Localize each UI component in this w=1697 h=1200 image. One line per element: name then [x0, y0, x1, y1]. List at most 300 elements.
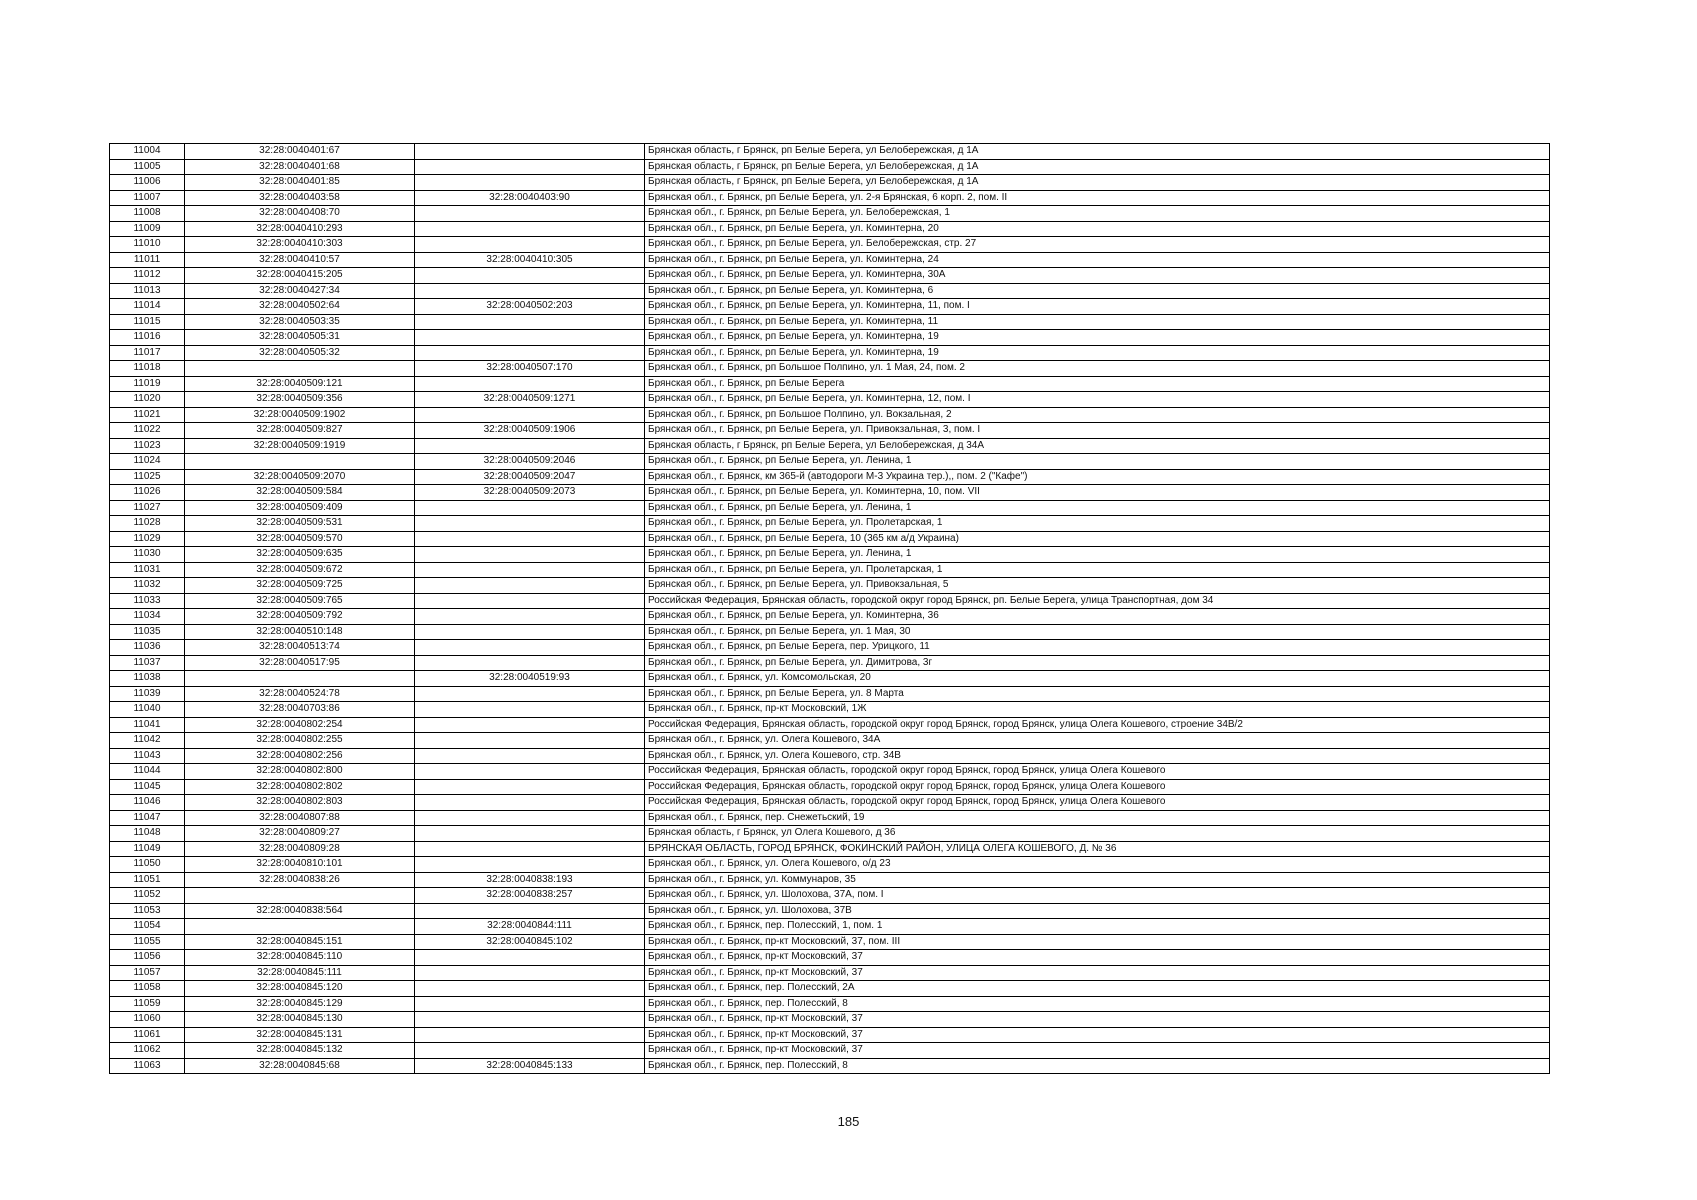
related-cadastral-number-cell: [415, 748, 645, 764]
related-cadastral-number-cell: 32:28:0040519:93: [415, 671, 645, 687]
cadastral-number-cell: 32:28:0040509:635: [185, 547, 415, 563]
related-cadastral-number-cell: [415, 578, 645, 594]
related-cadastral-number-cell: [415, 547, 645, 563]
table-row: [110, 1043, 1550, 1059]
cadastral-number-cell: [185, 888, 415, 904]
related-cadastral-number-cell: [415, 640, 645, 656]
table-row: [110, 578, 1550, 594]
related-cadastral-number-cell: [415, 221, 645, 237]
related-cadastral-number-cell: 32:28:0040845:133: [415, 1058, 645, 1074]
cadastral-number-cell: 32:28:0040509:1919: [185, 438, 415, 454]
address-cell: Брянская обл., г. Брянск, пр-кт Московский, 37: [645, 950, 1550, 966]
table-row: [110, 221, 1550, 237]
table-row: [110, 702, 1550, 718]
related-cadastral-number-cell: [415, 314, 645, 330]
cadastral-number-cell: 32:28:0040403:58: [185, 190, 415, 206]
table-row: [110, 469, 1550, 485]
cadastral-number-cell: 32:28:0040410:293: [185, 221, 415, 237]
table-row: [110, 361, 1550, 377]
row-number-cell: 11041: [110, 717, 185, 733]
address-cell: Брянская обл., г. Брянск, рп Белые Берега, пер. Урицкого, 11: [645, 640, 1550, 656]
related-cadastral-number-cell: 32:28:0040844:111: [415, 919, 645, 935]
row-number-cell: 11039: [110, 686, 185, 702]
related-cadastral-number-cell: [415, 268, 645, 284]
table-row: [110, 268, 1550, 284]
table-row: [110, 299, 1550, 315]
related-cadastral-number-cell: [415, 903, 645, 919]
address-cell: Брянская обл., г. Брянск, пр-кт Московский, 37: [645, 965, 1550, 981]
cadastral-number-cell: 32:28:0040509:672: [185, 562, 415, 578]
related-cadastral-number-cell: [415, 283, 645, 299]
registry-table-body: [110, 144, 1550, 1074]
cadastral-number-cell: 32:28:0040838:26: [185, 872, 415, 888]
table-row: [110, 144, 1550, 160]
related-cadastral-number-cell: [415, 857, 645, 873]
row-number-cell: 11013: [110, 283, 185, 299]
table-row: [110, 609, 1550, 625]
address-cell: Брянская обл., г. Брянск, рп Белые Берега, ул. Коминтерна, 10, пом. VII: [645, 485, 1550, 501]
related-cadastral-number-cell: [415, 206, 645, 222]
related-cadastral-number-cell: [415, 950, 645, 966]
row-number-cell: 11046: [110, 795, 185, 811]
row-number-cell: 11038: [110, 671, 185, 687]
table-row: [110, 640, 1550, 656]
table-row: [110, 330, 1550, 346]
address-cell: Брянская обл., г. Брянск, рп Белые Берега, ул. Белобережская, стр. 27: [645, 237, 1550, 253]
row-number-cell: 11014: [110, 299, 185, 315]
related-cadastral-number-cell: [415, 996, 645, 1012]
address-cell: Брянская обл., г. Брянск, рп Белые Берега, ул. Коминтерна, 30А: [645, 268, 1550, 284]
address-cell: Брянская обл., г. Брянск, рп Белые Берега, ул. Пролетарская, 1: [645, 516, 1550, 532]
table-row: [110, 454, 1550, 470]
row-number-cell: 11028: [110, 516, 185, 532]
address-cell: Брянская обл., г. Брянск, ул. Шолохова, 37В: [645, 903, 1550, 919]
cadastral-number-cell: 32:28:0040807:88: [185, 810, 415, 826]
cadastral-number-cell: 32:28:0040802:255: [185, 733, 415, 749]
table-row: [110, 345, 1550, 361]
related-cadastral-number-cell: [415, 686, 645, 702]
table-row: [110, 1058, 1550, 1074]
address-cell: Брянская обл., г. Брянск, рп Белые Берега, ул. Коминтерна, 11, пом. I: [645, 299, 1550, 315]
related-cadastral-number-cell: 32:28:0040838:257: [415, 888, 645, 904]
address-cell: Брянская обл., г. Брянск, рп Белые Берега, 10 (365 км а/д Украина): [645, 531, 1550, 547]
row-number-cell: 11063: [110, 1058, 185, 1074]
address-cell: Брянская обл., г. Брянск, рп Белые Берега, ул. Белобережская, 1: [645, 206, 1550, 222]
address-cell: Брянская обл., г. Брянск, пр-кт Московский, 1Ж: [645, 702, 1550, 718]
related-cadastral-number-cell: 32:28:0040502:203: [415, 299, 645, 315]
address-cell: Брянская обл., г. Брянск, ул. Шолохова, 37А, пом. I: [645, 888, 1550, 904]
registry-sheet: [109, 143, 1550, 1074]
row-number-cell: 11057: [110, 965, 185, 981]
address-cell: Брянская обл., г. Брянск, рп Белые Берега, ул. Коминтерна, 11: [645, 314, 1550, 330]
cadastral-number-cell: 32:28:0040845:132: [185, 1043, 415, 1059]
cadastral-number-cell: 32:28:0040401:67: [185, 144, 415, 160]
row-number-cell: 11033: [110, 593, 185, 609]
row-number-cell: 11055: [110, 934, 185, 950]
row-number-cell: 11008: [110, 206, 185, 222]
table-row: [110, 159, 1550, 175]
row-number-cell: 11056: [110, 950, 185, 966]
cadastral-number-cell: 32:28:0040427:34: [185, 283, 415, 299]
address-cell: Брянская обл., г. Брянск, рп Белые Берега, ул. Коминтерна, 6: [645, 283, 1550, 299]
cadastral-number-cell: 32:28:0040845:129: [185, 996, 415, 1012]
cadastral-number-cell: 32:28:0040410:303: [185, 237, 415, 253]
row-number-cell: 11022: [110, 423, 185, 439]
table-row: [110, 252, 1550, 268]
table-row: [110, 826, 1550, 842]
related-cadastral-number-cell: [415, 717, 645, 733]
related-cadastral-number-cell: [415, 733, 645, 749]
row-number-cell: 11052: [110, 888, 185, 904]
registry-table: [109, 143, 1550, 1074]
related-cadastral-number-cell: [415, 810, 645, 826]
cadastral-number-cell: 32:28:0040845:120: [185, 981, 415, 997]
cadastral-number-cell: 32:28:0040509:121: [185, 376, 415, 392]
table-row: [110, 1027, 1550, 1043]
cadastral-number-cell: [185, 361, 415, 377]
table-row: [110, 779, 1550, 795]
row-number-cell: 11040: [110, 702, 185, 718]
address-cell: Брянская обл., г. Брянск, рп Белые Берега: [645, 376, 1550, 392]
cadastral-number-cell: 32:28:0040509:725: [185, 578, 415, 594]
cadastral-number-cell: 32:28:0040845:130: [185, 1012, 415, 1028]
cadastral-number-cell: 32:28:0040524:78: [185, 686, 415, 702]
cadastral-number-cell: 32:28:0040845:111: [185, 965, 415, 981]
address-cell: Брянская обл., г. Брянск, пр-кт Московский, 37: [645, 1043, 1550, 1059]
row-number-cell: 11049: [110, 841, 185, 857]
address-cell: Брянская обл., г. Брянск, рп Большое Полпино, ул. Вокзальная, 2: [645, 407, 1550, 423]
table-row: [110, 934, 1550, 950]
table-row: [110, 175, 1550, 191]
table-row: [110, 314, 1550, 330]
cadastral-number-cell: 32:28:0040838:564: [185, 903, 415, 919]
table-row: [110, 531, 1550, 547]
related-cadastral-number-cell: [415, 500, 645, 516]
row-number-cell: 11048: [110, 826, 185, 842]
address-cell: Брянская область, г Брянск, рп Белые Берега, ул Белобережская, д 1А: [645, 175, 1550, 191]
row-number-cell: 11045: [110, 779, 185, 795]
cadastral-number-cell: 32:28:0040509:584: [185, 485, 415, 501]
row-number-cell: 11032: [110, 578, 185, 594]
cadastral-number-cell: [185, 671, 415, 687]
related-cadastral-number-cell: 32:28:0040509:2073: [415, 485, 645, 501]
cadastral-number-cell: 32:28:0040802:254: [185, 717, 415, 733]
row-number-cell: 11009: [110, 221, 185, 237]
address-cell: Брянская обл., г. Брянск, км 365-й (автодороги М-3 Украина тер.),, пом. 2 ("Кафе"): [645, 469, 1550, 485]
row-number-cell: 11025: [110, 469, 185, 485]
row-number-cell: 11031: [110, 562, 185, 578]
related-cadastral-number-cell: [415, 593, 645, 609]
row-number-cell: 11023: [110, 438, 185, 454]
address-cell: Брянская обл., г. Брянск, рп Белые Берега, ул. 2-я Брянская, 6 корп. 2, пом. II: [645, 190, 1550, 206]
table-row: [110, 810, 1550, 826]
cadastral-number-cell: 32:28:0040415:205: [185, 268, 415, 284]
row-number-cell: 11015: [110, 314, 185, 330]
related-cadastral-number-cell: [415, 841, 645, 857]
row-number-cell: 11035: [110, 624, 185, 640]
cadastral-number-cell: 32:28:0040509:570: [185, 531, 415, 547]
cadastral-number-cell: 32:28:0040509:765: [185, 593, 415, 609]
row-number-cell: 11061: [110, 1027, 185, 1043]
related-cadastral-number-cell: [415, 826, 645, 842]
related-cadastral-number-cell: [415, 531, 645, 547]
cadastral-number-cell: 32:28:0040503:35: [185, 314, 415, 330]
page-number: 185: [837, 1114, 860, 1129]
cadastral-number-cell: 32:28:0040509:827: [185, 423, 415, 439]
related-cadastral-number-cell: [415, 376, 645, 392]
row-number-cell: 11043: [110, 748, 185, 764]
cadastral-number-cell: [185, 919, 415, 935]
table-row: [110, 671, 1550, 687]
row-number-cell: 11024: [110, 454, 185, 470]
table-row: [110, 903, 1550, 919]
cadastral-number-cell: 32:28:0040802:802: [185, 779, 415, 795]
address-cell: Брянская обл., г. Брянск, ул. Коммунаров, 35: [645, 872, 1550, 888]
related-cadastral-number-cell: 32:28:0040403:90: [415, 190, 645, 206]
address-cell: Брянская обл., г. Брянск, пер. Полесский, 8: [645, 1058, 1550, 1074]
address-cell: Брянская обл., г. Брянск, рп Белые Берега, ул. Коминтерна, 19: [645, 345, 1550, 361]
table-row: [110, 733, 1550, 749]
related-cadastral-number-cell: [415, 981, 645, 997]
cadastral-number-cell: 32:28:0040408:70: [185, 206, 415, 222]
cadastral-number-cell: 32:28:0040509:356: [185, 392, 415, 408]
row-number-cell: 11042: [110, 733, 185, 749]
related-cadastral-number-cell: [415, 1012, 645, 1028]
table-row: [110, 283, 1550, 299]
row-number-cell: 11062: [110, 1043, 185, 1059]
cadastral-number-cell: 32:28:0040509:409: [185, 500, 415, 516]
address-cell: Брянская обл., г. Брянск, рп Белые Берега, ул. Ленина, 1: [645, 454, 1550, 470]
related-cadastral-number-cell: [415, 144, 645, 160]
address-cell: Брянская обл., г. Брянск, пер. Снежетьский, 19: [645, 810, 1550, 826]
row-number-cell: 11021: [110, 407, 185, 423]
address-cell: Брянская область, г Брянск, рп Белые Берега, ул Белобережская, д 1А: [645, 159, 1550, 175]
cadastral-number-cell: 32:28:0040509:531: [185, 516, 415, 532]
table-row: [110, 748, 1550, 764]
row-number-cell: 11018: [110, 361, 185, 377]
related-cadastral-number-cell: [415, 438, 645, 454]
row-number-cell: 11011: [110, 252, 185, 268]
address-cell: Брянская обл., г. Брянск, пр-кт Московский, 37: [645, 1012, 1550, 1028]
address-cell: Брянская обл., г. Брянск, ул. Олега Кошевого, 34А: [645, 733, 1550, 749]
address-cell: Брянская обл., г. Брянск, ул. Олега Кошевого, о/д 23: [645, 857, 1550, 873]
row-number-cell: 11006: [110, 175, 185, 191]
cadastral-number-cell: 32:28:0040509:792: [185, 609, 415, 625]
cadastral-number-cell: 32:28:0040517:95: [185, 655, 415, 671]
table-row: [110, 857, 1550, 873]
table-row: [110, 624, 1550, 640]
row-number-cell: 11017: [110, 345, 185, 361]
cadastral-number-cell: [185, 454, 415, 470]
row-number-cell: 11059: [110, 996, 185, 1012]
address-cell: Брянская обл., г. Брянск, рп Белые Берега, ул. Привокзальная, 3, пом. I: [645, 423, 1550, 439]
related-cadastral-number-cell: [415, 702, 645, 718]
row-number-cell: 11029: [110, 531, 185, 547]
related-cadastral-number-cell: [415, 1043, 645, 1059]
related-cadastral-number-cell: [415, 562, 645, 578]
row-number-cell: 11060: [110, 1012, 185, 1028]
row-number-cell: 11010: [110, 237, 185, 253]
table-row: [110, 376, 1550, 392]
row-number-cell: 11020: [110, 392, 185, 408]
address-cell: Российская Федерация, Брянская область, городской округ город Брянск, город Брянск, улица Олега Кошевого: [645, 795, 1550, 811]
related-cadastral-number-cell: [415, 965, 645, 981]
related-cadastral-number-cell: [415, 330, 645, 346]
address-cell: Брянская обл., г. Брянск, ул. Комсомольская, 20: [645, 671, 1550, 687]
related-cadastral-number-cell: [415, 779, 645, 795]
row-number-cell: 11051: [110, 872, 185, 888]
cadastral-number-cell: 32:28:0040809:27: [185, 826, 415, 842]
table-row: [110, 423, 1550, 439]
related-cadastral-number-cell: 32:28:0040509:1906: [415, 423, 645, 439]
table-row: [110, 206, 1550, 222]
cadastral-number-cell: 32:28:0040802:256: [185, 748, 415, 764]
table-row: [110, 795, 1550, 811]
cadastral-number-cell: 32:28:0040401:68: [185, 159, 415, 175]
related-cadastral-number-cell: [415, 1027, 645, 1043]
address-cell: Брянская обл., г. Брянск, рп Белые Берега, ул. 8 Марта: [645, 686, 1550, 702]
row-number-cell: 11019: [110, 376, 185, 392]
cadastral-number-cell: 32:28:0040510:148: [185, 624, 415, 640]
cadastral-number-cell: 32:28:0040845:110: [185, 950, 415, 966]
row-number-cell: 11004: [110, 144, 185, 160]
cadastral-number-cell: 32:28:0040802:803: [185, 795, 415, 811]
row-number-cell: 11047: [110, 810, 185, 826]
table-row: [110, 237, 1550, 253]
address-cell: Брянская обл., г. Брянск, рп Белые Берега, ул. Ленина, 1: [645, 500, 1550, 516]
row-number-cell: 11005: [110, 159, 185, 175]
table-row: [110, 965, 1550, 981]
table-row: [110, 872, 1550, 888]
row-number-cell: 11016: [110, 330, 185, 346]
row-number-cell: 11036: [110, 640, 185, 656]
table-row: [110, 950, 1550, 966]
row-number-cell: 11054: [110, 919, 185, 935]
related-cadastral-number-cell: [415, 237, 645, 253]
row-number-cell: 11012: [110, 268, 185, 284]
related-cadastral-number-cell: [415, 795, 645, 811]
table-row: [110, 547, 1550, 563]
row-number-cell: 11053: [110, 903, 185, 919]
cadastral-number-cell: 32:28:0040401:85: [185, 175, 415, 191]
cadastral-number-cell: 32:28:0040505:31: [185, 330, 415, 346]
address-cell: Брянская область, г Брянск, рп Белые Берега, ул Белобережская, д 1А: [645, 144, 1550, 160]
address-cell: Брянская обл., г. Брянск, пер. Полесский, 8: [645, 996, 1550, 1012]
row-number-cell: 11027: [110, 500, 185, 516]
table-row: [110, 764, 1550, 780]
address-cell: Брянская обл., г. Брянск, пер. Полесский, 1, пом. 1: [645, 919, 1550, 935]
related-cadastral-number-cell: 32:28:0040509:2047: [415, 469, 645, 485]
address-cell: Брянская область, г Брянск, рп Белые Берега, ул Белобережская, д 34А: [645, 438, 1550, 454]
address-cell: Российская Федерация, Брянская область, городской округ город Брянск, город Брянск, улица Олега Кошевого: [645, 779, 1550, 795]
table-row: [110, 593, 1550, 609]
address-cell: Брянская обл., г. Брянск, рп Белые Берега, ул. 1 Мая, 30: [645, 624, 1550, 640]
related-cadastral-number-cell: 32:28:0040838:193: [415, 872, 645, 888]
cadastral-number-cell: 32:28:0040509:2070: [185, 469, 415, 485]
row-number-cell: 11037: [110, 655, 185, 671]
row-number-cell: 11007: [110, 190, 185, 206]
row-number-cell: 11026: [110, 485, 185, 501]
cadastral-number-cell: 32:28:0040809:28: [185, 841, 415, 857]
related-cadastral-number-cell: [415, 624, 645, 640]
table-row: [110, 888, 1550, 904]
address-cell: Брянская обл., г. Брянск, рп Белые Берега, ул. Коминтерна, 19: [645, 330, 1550, 346]
address-cell: Брянская область, г Брянск, ул Олега Кошевого, д 36: [645, 826, 1550, 842]
address-cell: Брянская обл., г. Брянск, пр-кт Московский, 37: [645, 1027, 1550, 1043]
table-row: [110, 996, 1550, 1012]
table-row: [110, 841, 1550, 857]
address-cell: Российская Федерация, Брянская область, городской округ город Брянск, рп. Белые Берега, улица Транспортная, дом 34: [645, 593, 1550, 609]
cadastral-number-cell: 32:28:0040410:57: [185, 252, 415, 268]
related-cadastral-number-cell: [415, 175, 645, 191]
table-row: [110, 500, 1550, 516]
table-row: [110, 485, 1550, 501]
address-cell: Брянская обл., г. Брянск, рп Большое Полпино, ул. 1 Мая, 24, пом. 2: [645, 361, 1550, 377]
address-cell: БРЯНСКАЯ ОБЛАСТЬ, ГОРОД БРЯНСК, ФОКИНСКИЙ РАЙОН, УЛИЦА ОЛЕГА КОШЕВОГО, Д. № 36: [645, 841, 1550, 857]
related-cadastral-number-cell: [415, 159, 645, 175]
cadastral-number-cell: 32:28:0040703:86: [185, 702, 415, 718]
table-row: [110, 717, 1550, 733]
address-cell: Российская Федерация, Брянская область, городской округ город Брянск, город Брянск, улица Олега Кошевого, строение 34В/2: [645, 717, 1550, 733]
address-cell: Брянская обл., г. Брянск, рп Белые Берега, ул. Привокзальная, 5: [645, 578, 1550, 594]
related-cadastral-number-cell: [415, 516, 645, 532]
related-cadastral-number-cell: [415, 764, 645, 780]
table-row: [110, 438, 1550, 454]
table-row: [110, 407, 1550, 423]
address-cell: Российская Федерация, Брянская область, городской округ город Брянск, город Брянск, улица Олега Кошевого: [645, 764, 1550, 780]
cadastral-number-cell: 32:28:0040502:64: [185, 299, 415, 315]
address-cell: Брянская обл., г. Брянск, рп Белые Берега, ул. Пролетарская, 1: [645, 562, 1550, 578]
related-cadastral-number-cell: 32:28:0040507:170: [415, 361, 645, 377]
related-cadastral-number-cell: [415, 407, 645, 423]
table-row: [110, 919, 1550, 935]
address-cell: Брянская обл., г. Брянск, ул. Олега Кошевого, стр. 34В: [645, 748, 1550, 764]
address-cell: Брянская обл., г. Брянск, рп Белые Берега, ул. Коминтерна, 24: [645, 252, 1550, 268]
cadastral-number-cell: 32:28:0040810:101: [185, 857, 415, 873]
address-cell: Брянская обл., г. Брянск, пер. Полесский, 2А: [645, 981, 1550, 997]
address-cell: Брянская обл., г. Брянск, рп Белые Берега, ул. Коминтерна, 12, пом. I: [645, 392, 1550, 408]
cadastral-number-cell: 32:28:0040845:131: [185, 1027, 415, 1043]
row-number-cell: 11050: [110, 857, 185, 873]
related-cadastral-number-cell: 32:28:0040509:2046: [415, 454, 645, 470]
address-cell: Брянская обл., г. Брянск, рп Белые Берега, ул. Ленина, 1: [645, 547, 1550, 563]
related-cadastral-number-cell: [415, 655, 645, 671]
row-number-cell: 11034: [110, 609, 185, 625]
table-row: [110, 981, 1550, 997]
cadastral-number-cell: 32:28:0040845:68: [185, 1058, 415, 1074]
address-cell: Брянская обл., г. Брянск, рп Белые Берега, ул. Коминтерна, 20: [645, 221, 1550, 237]
table-row: [110, 655, 1550, 671]
table-row: [110, 562, 1550, 578]
related-cadastral-number-cell: 32:28:0040845:102: [415, 934, 645, 950]
table-row: [110, 516, 1550, 532]
row-number-cell: 11058: [110, 981, 185, 997]
cadastral-number-cell: 32:28:0040802:800: [185, 764, 415, 780]
related-cadastral-number-cell: [415, 609, 645, 625]
address-cell: Брянская обл., г. Брянск, рп Белые Берега, ул. Коминтерна, 36: [645, 609, 1550, 625]
related-cadastral-number-cell: 32:28:0040410:305: [415, 252, 645, 268]
address-cell: Брянская обл., г. Брянск, пр-кт Московский, 37, пом. III: [645, 934, 1550, 950]
cadastral-number-cell: 32:28:0040505:32: [185, 345, 415, 361]
row-number-cell: 11044: [110, 764, 185, 780]
related-cadastral-number-cell: [415, 345, 645, 361]
cadastral-number-cell: 32:28:0040513:74: [185, 640, 415, 656]
address-cell: Брянская обл., г. Брянск, рп Белые Берега, ул. Димитрова, 3г: [645, 655, 1550, 671]
table-row: [110, 392, 1550, 408]
table-row: [110, 686, 1550, 702]
table-row: [110, 190, 1550, 206]
cadastral-number-cell: 32:28:0040509:1902: [185, 407, 415, 423]
